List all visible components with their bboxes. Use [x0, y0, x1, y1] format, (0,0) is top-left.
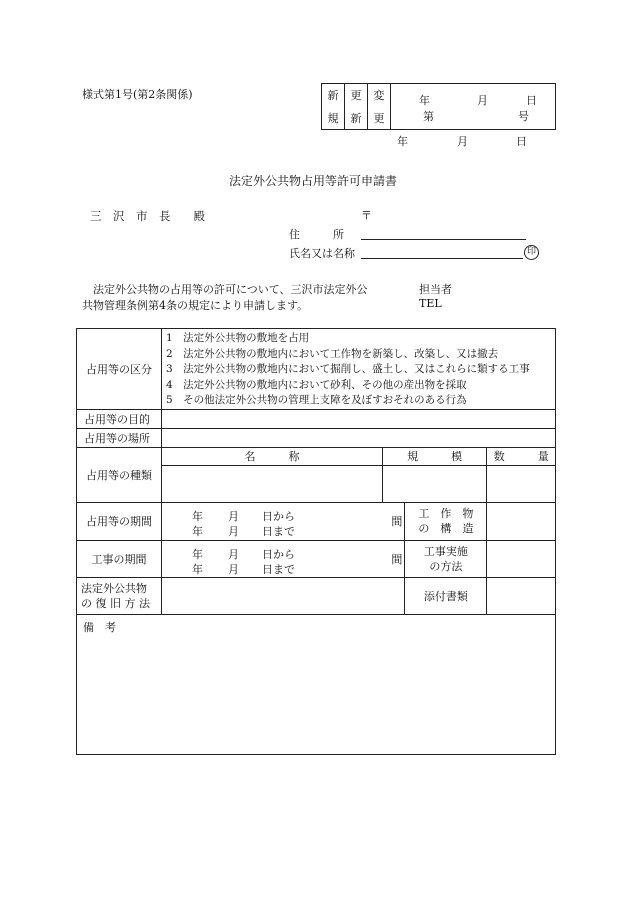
work-from-year: 年	[192, 547, 203, 561]
period-to-month: 月	[228, 524, 239, 538]
kind-name-field[interactable]	[162, 465, 383, 502]
work-period-dates[interactable]	[162, 540, 383, 577]
structure-field[interactable]	[487, 502, 556, 540]
kind-size-field[interactable]	[382, 465, 487, 502]
structure-label-line: 工 作 物	[418, 507, 474, 520]
category-option[interactable]: 5 その他法定外公共物の管理上支障を及ぼすおそれのある行為	[166, 394, 467, 406]
submit-month: 月	[457, 135, 468, 148]
seal-mark: 印	[524, 245, 539, 260]
page-title: 法定外公共物占用等許可申請書	[229, 174, 398, 188]
method-label-line: の方法	[429, 559, 463, 573]
work-period-label: 工事の期間	[77, 540, 162, 577]
stamp-cell: 規	[322, 107, 345, 130]
period-to-day: 日まで	[262, 524, 295, 538]
category-option[interactable]: 1 法定外公共物の敷地を占用	[166, 332, 310, 344]
category-option[interactable]: 3 法定外公共物の敷地内において掘削し、盛土し、又はこれらに類する工事	[166, 363, 530, 375]
kind-quantity-field[interactable]	[487, 465, 556, 502]
remarks-field[interactable]	[77, 614, 556, 754]
location-field[interactable]	[162, 428, 556, 447]
restore-label-line: の 復 旧 方 法	[81, 596, 150, 610]
period-from-year: 年	[192, 509, 203, 523]
form-number: 様式第1号(第2条関係)	[82, 88, 193, 101]
addressee: 三 沢 市 長 殿	[90, 209, 205, 223]
purpose-label: 占用等の目的	[77, 409, 162, 428]
application-table	[76, 328, 556, 755]
restore-label	[77, 577, 162, 614]
period-from-month: 月	[228, 509, 239, 523]
work-to-year: 年	[192, 562, 203, 576]
postal-mark: 〒	[361, 209, 372, 222]
submit-day: 日	[516, 135, 527, 148]
kind-label: 占用等の種類	[77, 447, 162, 502]
period-to-year: 年	[192, 524, 203, 538]
stamp-cell: 変	[368, 84, 391, 107]
method-field[interactable]	[487, 540, 556, 577]
statement-line-1: 法定外公共物の占用等の許可について、三沢市法定外公	[93, 283, 368, 296]
work-from-day: 日から	[262, 547, 295, 561]
structure-label-line: の 構 造	[418, 522, 474, 535]
contact-person: 担当者	[419, 283, 452, 296]
name-field[interactable]	[361, 258, 523, 259]
period-dates[interactable]	[162, 502, 383, 540]
work-period-suffix: 間	[382, 540, 405, 577]
name-label: 氏名又は名称	[289, 247, 355, 260]
stamp-month: 月	[477, 94, 488, 107]
period-suffix: 間	[382, 502, 405, 540]
period-from-day: 日から	[262, 509, 295, 523]
address-label: 住 所	[289, 228, 344, 241]
stamp-cell: 更	[368, 107, 391, 130]
address-field[interactable]	[361, 239, 526, 240]
category-option[interactable]: 2 法定外公共物の敷地内において工作物を新築し、改築し、又は撤去	[166, 347, 499, 360]
restore-field[interactable]	[162, 577, 405, 614]
work-from-month: 月	[228, 547, 239, 561]
kind-header-name: 名 称	[162, 447, 383, 465]
kind-header-quantity: 数 量	[487, 447, 556, 465]
purpose-field[interactable]	[162, 409, 556, 428]
kind-header-size: 規 模	[382, 447, 487, 465]
stamp-cell: 更	[345, 84, 368, 107]
stamp-no-suffix: 号	[518, 110, 529, 123]
work-to-day: 日まで	[262, 562, 295, 576]
category-options	[162, 329, 556, 410]
method-label	[405, 540, 487, 577]
stamp-day: 日	[526, 94, 537, 107]
category-option[interactable]: 4 法定外公共物の敷地内において砂利、その他の産出物を採取	[166, 378, 467, 391]
category-label: 占用等の区分	[77, 329, 162, 410]
period-label: 占用等の期間	[77, 502, 162, 540]
statement-line-2: 共物管理条例第4条の規定により申請します。	[82, 299, 309, 312]
stamp-date-cell	[391, 84, 556, 130]
stamp-cell: 新	[322, 84, 345, 107]
work-to-month: 月	[228, 562, 239, 576]
stamp-cell: 新	[345, 107, 368, 130]
location-label: 占用等の場所	[77, 428, 162, 447]
attachments-field[interactable]	[487, 577, 556, 614]
reception-stamp-box	[321, 83, 556, 130]
stamp-no-prefix: 第	[423, 110, 434, 123]
remarks-label: 備 考	[83, 620, 116, 634]
contact-tel: TEL	[419, 297, 442, 310]
attachments-label: 添付書類	[405, 577, 487, 614]
structure-label	[405, 502, 487, 540]
restore-label-line: 法定外公共物	[81, 581, 147, 595]
method-label-line: 工事実施	[423, 544, 468, 558]
stamp-year: 年	[419, 94, 430, 107]
submit-year: 年	[397, 135, 408, 148]
